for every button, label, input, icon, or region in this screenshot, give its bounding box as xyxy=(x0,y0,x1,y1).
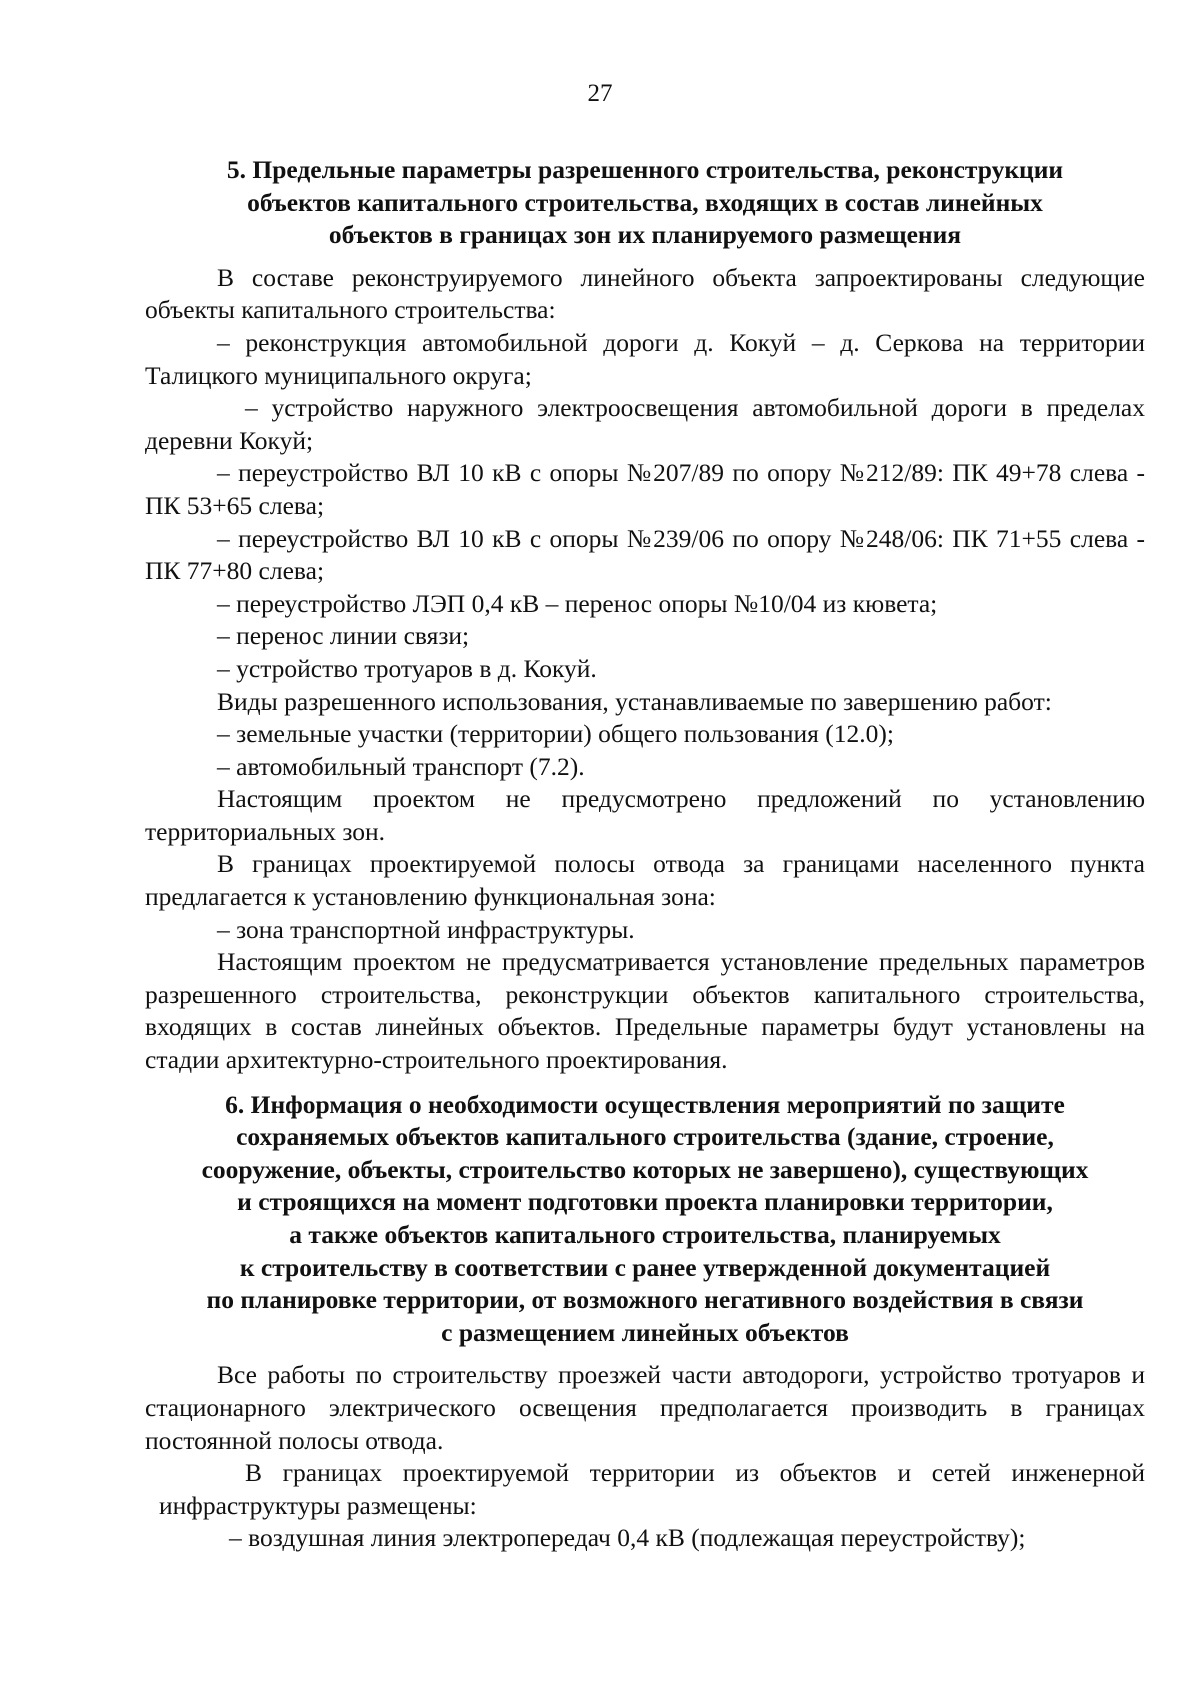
page-number: 27 xyxy=(587,80,613,107)
section-6-heading-line: по планировке территории, от возможного негативного воздействия в связи xyxy=(206,1285,1084,1315)
section-6-heading-line: сохраняемых объектов капитального строительства (здание, строение, xyxy=(236,1122,1054,1152)
section-5-paragraph: В границах проектируемой полосы отвода за границами населенного пункта предлагается к установлению функциональная зона: xyxy=(145,849,1145,912)
section-5-paragraph: Настоящим проектом не предусмотрено предложений по установлению территориальных зон. xyxy=(145,784,1145,846)
section-5-heading-line: объектов капитального строительства, входящих в состав линейных xyxy=(247,187,1043,217)
section-5-heading-line: 5. Предельные параметры разрешенного строительства, реконструкции xyxy=(226,155,1064,184)
section-5-heading xyxy=(145,154,1145,252)
section-5-heading-line: объектов в границах зон их планируемого размещения xyxy=(328,220,962,250)
section-5-list-item: – автомобильный транспорт (7.2). xyxy=(217,751,585,781)
section-5-list-item: – зона транспортной инфраструктуры. xyxy=(217,914,635,944)
section-6-list-item: – воздушная линия электропередач 0,4 кВ (подлежащая переустройству); xyxy=(229,1523,1026,1553)
section-6-heading-line: с размещением линейных объектов xyxy=(441,1317,849,1347)
section-5-paragraph: Виды разрешенного использования, устанавливаемые по завершению работ: xyxy=(217,686,1052,716)
section-5-list-item: – реконструкция автомобильной дороги д. Кокуй – д. Серкова на территории Талицкого муниципального округа; xyxy=(145,327,1145,390)
section-6-paragraph: В границах проектируемой территории из объектов и сетей инженерной инфраструктуры размещены: xyxy=(159,1458,1145,1520)
section-5-list-item: – переустройство ВЛ 10 кВ с опоры №207/89 по опору №212/89: ПК 49+78 слева - ПК 53+65 слева; xyxy=(145,458,1145,520)
section-5-list-item: – переустройство ЛЭП 0,4 кВ – перенос опоры №10/04 из кювета; xyxy=(217,588,938,618)
section-6-heading-line: а также объектов капитального строительства, планируемых xyxy=(289,1220,1001,1249)
page-content xyxy=(145,154,1145,1555)
section-6-heading-line: к строительству в соответствии с ранее утвержденной документацией xyxy=(239,1252,1051,1282)
section-5-list-item: – устройство тротуаров в д. Кокуй. xyxy=(217,653,597,683)
section-5-list-item: – земельные участки (территории) общего пользования (12.0); xyxy=(217,719,894,749)
section-5-list-item: – устройство наружного электроосвещения автомобильной дороги в пределах деревни Кокуй; xyxy=(145,393,1145,455)
section-6-paragraph: Все работы по строительству проезжей части автодороги, устройство тротуаров и стационарного электрического освещения предполагается производить в границах постоянной полосы отвода. xyxy=(145,1360,1145,1455)
section-6-heading-line: сооружение, объекты, строительство которых не завершено), существующих xyxy=(201,1154,1089,1184)
section-5-list-item: – перенос линии связи; xyxy=(217,621,470,651)
section-5-paragraph: Настоящим проектом не предусматривается установление предельных параметров разрешенного строительства, реконструкции объектов капитального строительства, входящих в состав линейных объектов. Предельные параметры будут установлены на стадии архитектурно-строительного проектирования. xyxy=(145,947,1145,1075)
section-5-paragraph: В составе реконструируемого линейного объекта запроектированы следующие объекты капитального строительства: xyxy=(145,262,1145,325)
section-5-list-item: – переустройство ВЛ 10 кВ с опоры №239/06 по опору №248/06: ПК 71+55 слева - ПК 77+80 слева; xyxy=(145,523,1145,586)
section-6-heading-line: 6. Информация о необходимости осуществления мероприятий по защите xyxy=(225,1089,1065,1119)
section-6-heading xyxy=(145,1089,1145,1350)
section-6-heading-line: и строящихся на момент подготовки проекта планировки территории, xyxy=(237,1187,1053,1217)
